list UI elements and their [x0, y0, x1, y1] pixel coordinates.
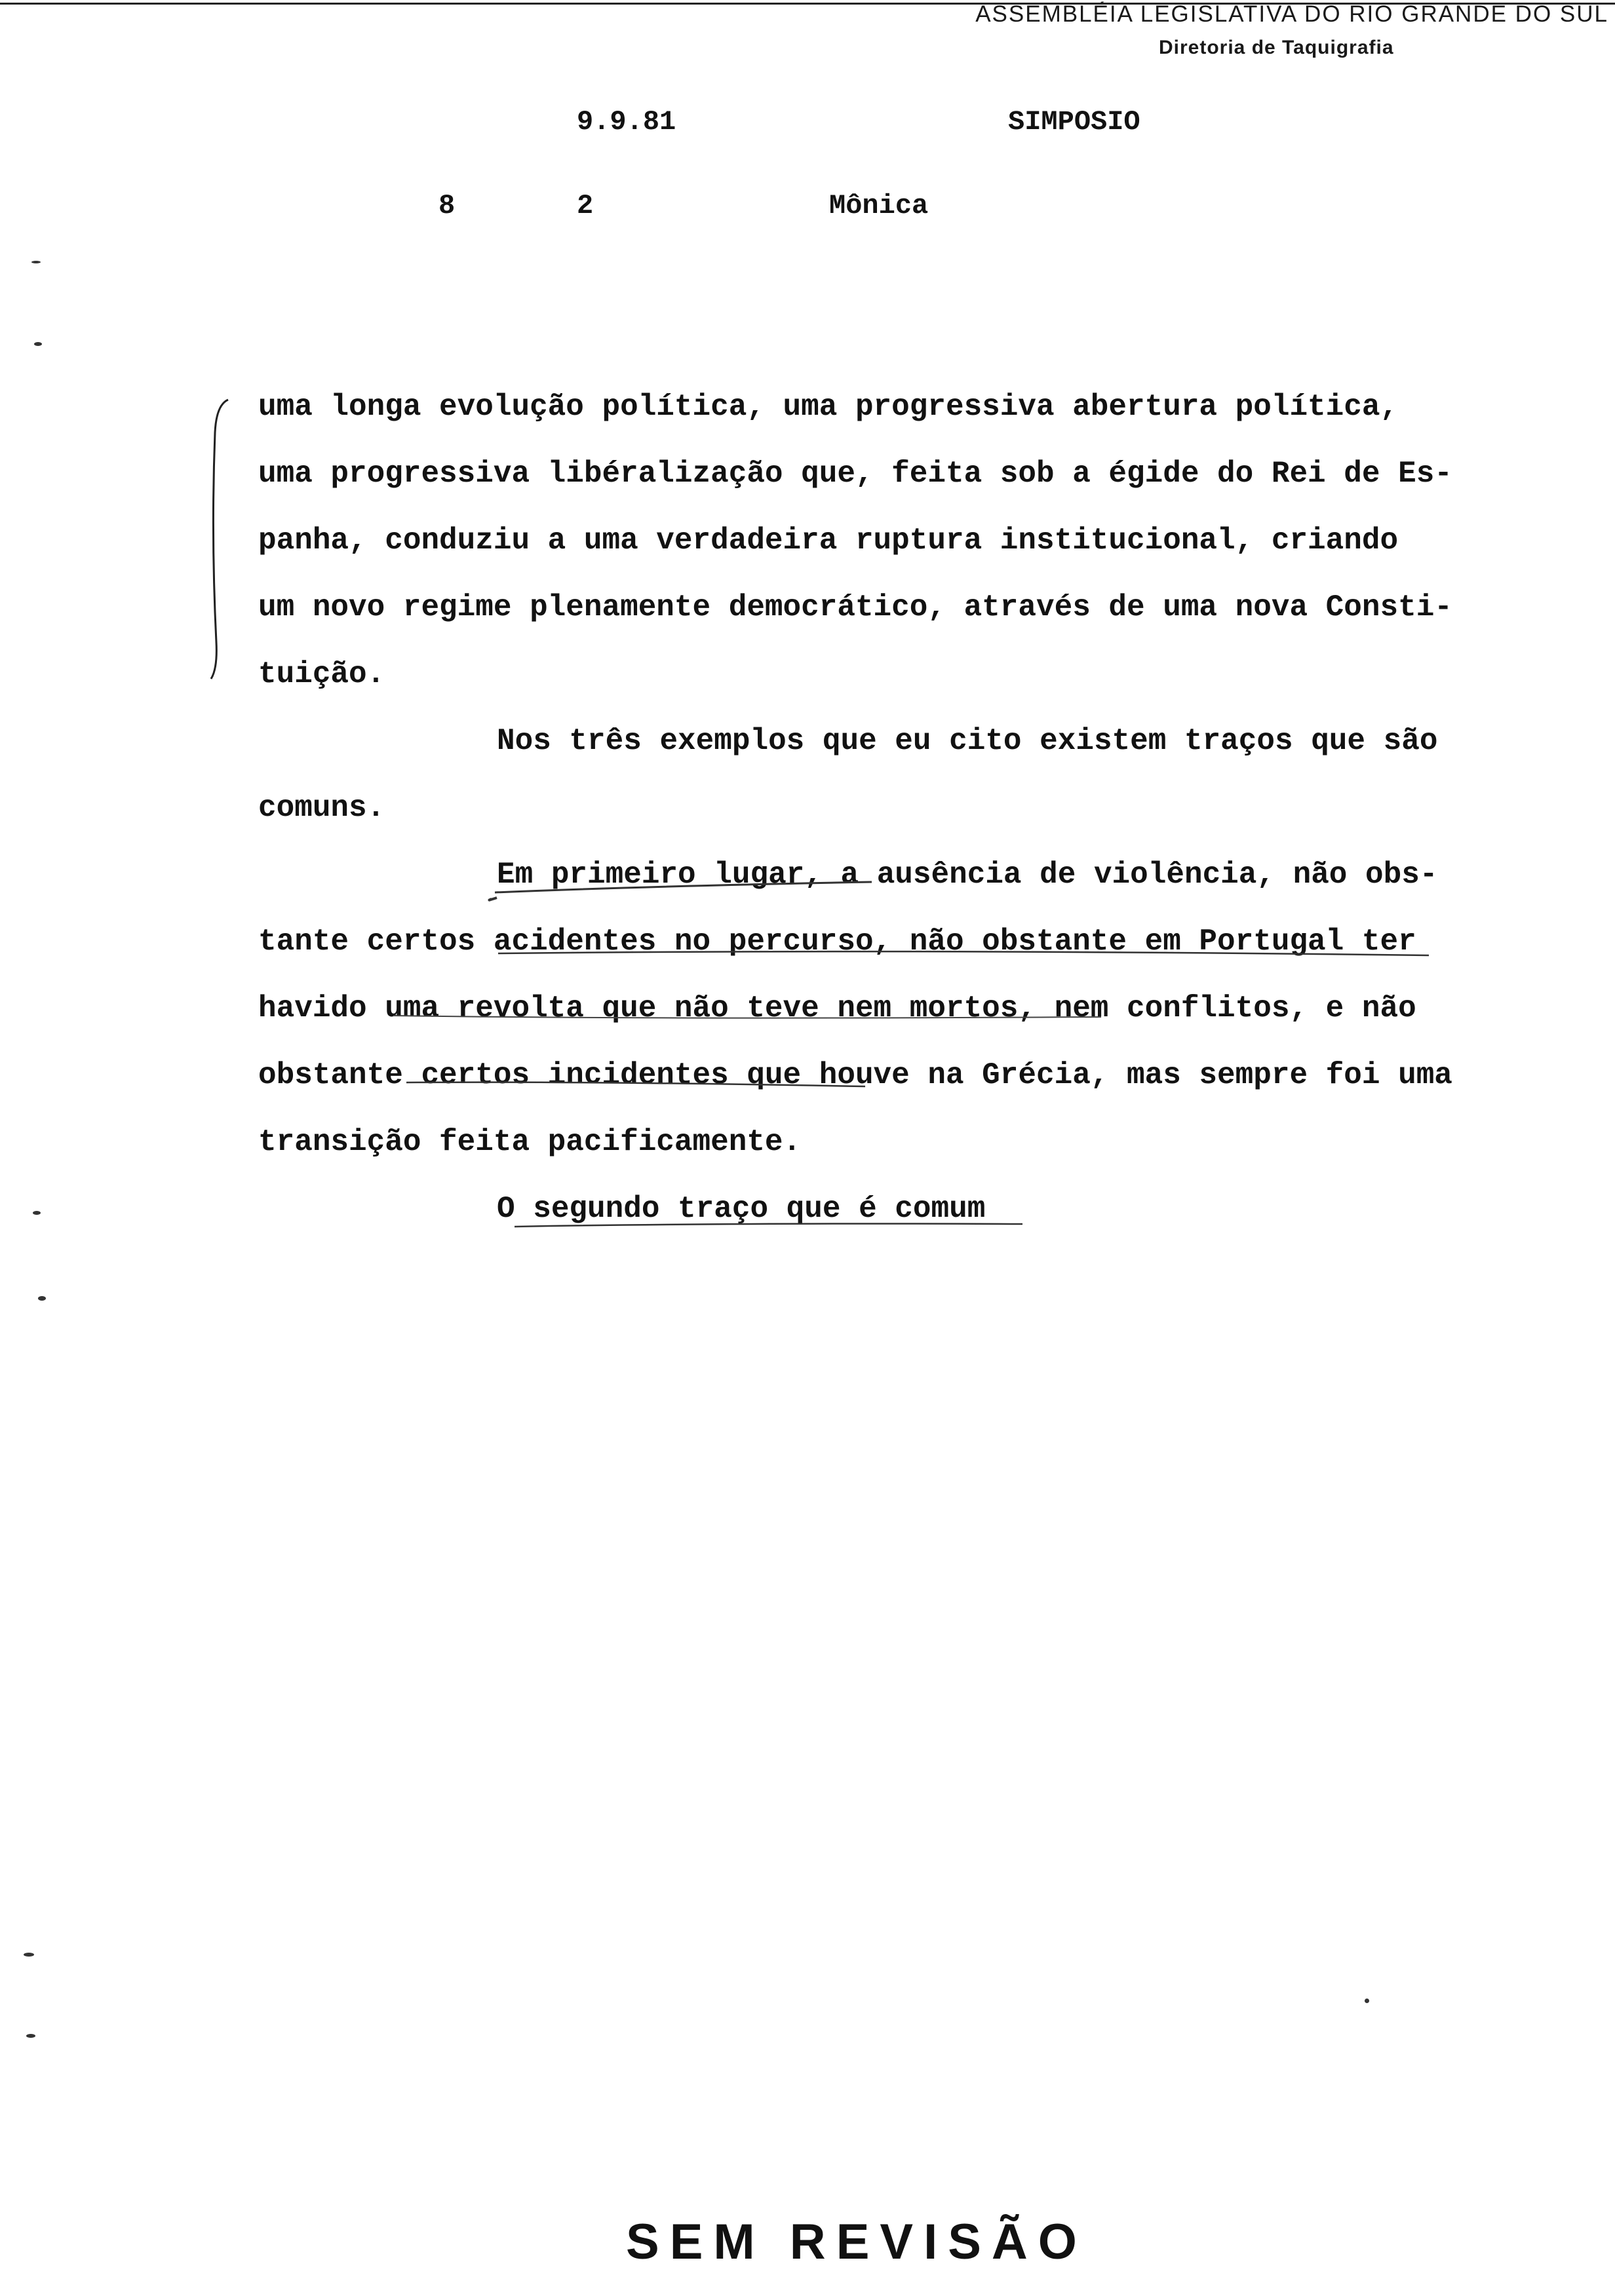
body-line: havido uma revolta que não teve nem mortos, nem conflitos, e não	[258, 991, 1416, 1025]
scan-speck	[33, 1211, 41, 1215]
body-line: tuição.	[258, 657, 385, 691]
body-line: comuns.	[258, 791, 385, 825]
scan-speck	[31, 261, 41, 263]
body-line: Nos três exemplos que eu cito existem traços que são	[497, 724, 1438, 758]
stenographer-name: Mônica	[829, 190, 929, 221]
body-line: Em primeiro lugar, a ausência de violência, não obs-	[497, 858, 1438, 892]
body-line: uma progressiva libéralização que, feita sob a égide do Rei de Es-	[258, 457, 1452, 491]
scan-speck	[1365, 1999, 1369, 2003]
transcript-body	[258, 373, 1576, 1242]
body-line: obstante certos incidentes que houve na Grécia, mas sempre foi uma	[258, 1058, 1452, 1092]
session-date: 9.9.81	[577, 106, 676, 138]
sheet-number: 8	[438, 190, 456, 221]
department-name: Diretoria de Taquigrafia	[1159, 37, 1394, 58]
body-line: uma longa evolução política, uma progressiva abertura política,	[258, 390, 1399, 424]
body-line: transição feita pacificamente.	[258, 1125, 802, 1159]
scan-speck	[34, 342, 42, 346]
review-stamp: SEM REVISÃO	[626, 2214, 1087, 2270]
institution-name: ASSEMBLÉIA LEGISLATIVA DO RIO GRANDE DO SUL	[975, 1, 1608, 27]
body-line: O segundo traço que é comum	[497, 1192, 986, 1226]
margin-bracket-mark	[204, 393, 237, 681]
scan-speck	[38, 1296, 46, 1301]
event-title: SIMPOSIO	[1008, 106, 1140, 138]
sub-number: 2	[577, 190, 594, 221]
scan-speck	[26, 2034, 35, 2038]
scan-speck	[24, 1953, 34, 1957]
body-line: panha, conduziu a uma verdadeira ruptura institucional, criando	[258, 524, 1399, 558]
body-line: um novo regime plenamente democrático, através de uma nova Consti-	[258, 590, 1452, 624]
body-line: tante certos acidentes no percurso, não obstante em Portugal ter	[258, 925, 1416, 959]
